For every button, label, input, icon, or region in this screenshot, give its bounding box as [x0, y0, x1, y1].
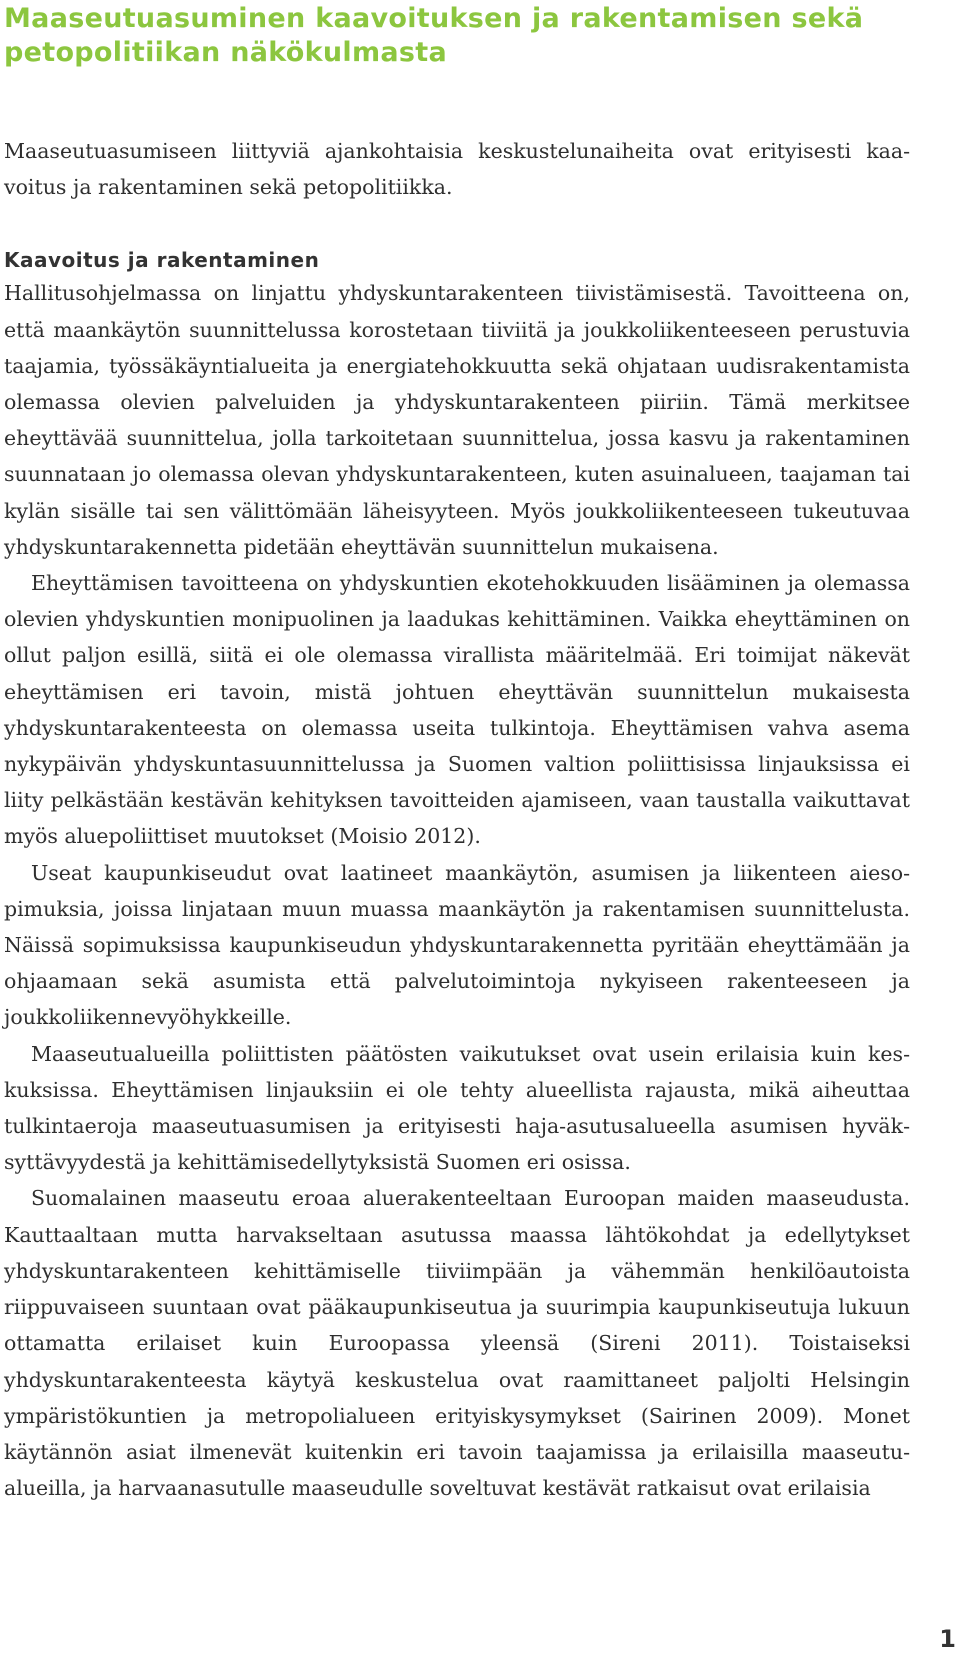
intro-paragraph: Maaseutuasumiseen liittyviä ajankohtaisia keskustelunaiheita ovat erityisesti kaavoitus ja rakentaminen sekä petopolitiikka.	[4, 139, 910, 200]
page-number: 1	[939, 1625, 956, 1653]
document-page	[4, 0, 910, 1506]
section-heading: Kaavoitus ja rakentaminen	[4, 248, 320, 273]
paragraph-3: Useat kaupunkiseudut ovat laatineet maankäytön, asumisen ja liikenteen aiesopimuksia, joissa linjataan muun muassa maankäytön ja rakentamisen suunnittelusta. Näissä sopimuksissa kaupunkiseudun yhdyskuntarakennetta pyritään eheyttämään ja ohjaamaan sekä asumista että palvelutoimintoja nykyiseen rakenteeseen ja joukkoliikennevyöhykkeille.	[4, 860, 910, 1030]
paragraph-1: Hallitusohjelmassa on linjattu yhdyskuntarakenteen tiivistämisestä. Tavoitteena on, että maankäytön suunnittelussa korostetaan tiiviitä ja joukkoliikenteeseen perustuvia taajamia, työssäkäyntialueita ja energiatehokkuutta sekä ohjataan uudisrakentamista olemassa olevien palveluiden ja yhdyskuntarakenteen piiriin. Tämä merkitsee eheyttävää suunnittelua, jolla tarkoitetaan suunnittelua, jossa kasvu ja rakentaminen suunnataan jo olemassa olevan yhdyskuntarakenteen, kuten asuinalueen, taajaman tai kylän sisälle tai sen välittömään läheisyyteen. Myös joukkoliikenteeseen tukeutuvaa yhdyskuntarakennetta pidetään eheyttävän suunnittelun mukaisena.	[4, 281, 910, 559]
paragraph-2: Eheyttämisen tavoitteena on yhdyskuntien ekotehokkuuden lisääminen ja olemassa olevien yhdyskuntien monipuolinen ja laadukas kehittäminen. Vaikka eheyttäminen on ollut paljon esillä, siitä ei ole olemassa virallista määritelmää. Eri toimijat näkevät eheyttämisen eri tavoin, mistä johtuen eheyttävän suunnittelun mukaisesta yhdyskuntarakenteesta on olemassa useita tulkintoja. Eheyttämisen vahva asema nykypäivän yhdyskuntasuunnittelussa ja Suomen valtion poliittisissa linjauksissa ei liity pelkästään kestävän kehityksen tavoitteiden ajamiseen, vaan taustalla vaikuttavat myös aluepoliittiset muutokset (Moisio 2012).	[4, 571, 910, 849]
section-body	[4, 275, 910, 1506]
paragraph-5: Suomalainen maaseutu eroaa aluerakenteeltaan Euroopan maiden maaseudusta. Kauttaaltaan mutta harvakseltaan asutussa maassa lähtökohdat ja edellytykset yhdyskuntarakenteen kehittämiselle tiiviimpään ja vähemmän henkilöautoista riippuvaiseen suuntaan ovat pääkaupunkiseutua ja suurimpia kaupunkiseutuja lukuun ottamatta erilaiset kuin Euroopassa yleensä (Sireni 2011). Toistaiseksi yhdyskuntarakenteesta käytyä keskustelua ovat raamittaneet paljolti Helsingin ympäristökuntien ja metropolialueen erityiskysymykset (Sairinen 2009). Monet käytännön asiat ilmenevät kuitenkin eri tavoin taajamissa ja erilaisilla maaseutualueilla, ja harvaanasutulle maaseudulle soveltuvat kestävät ratkaisut ovat erilaisia	[4, 1186, 910, 1501]
paragraph-4: Maaseutualueilla poliittisten päätösten vaikutukset ovat usein erilaisia kuin keskuksissa. Eheyttämisen linjauksiin ei ole tehty alueellista rajausta, mikä aiheuttaa tulkintaeroja maaseutuasumisen ja erityisesti haja-asutusalueella asumisen hyväksyttävyydestä ja kehittämisedellytyksistä Suomen eri osissa.	[4, 1041, 910, 1175]
page-title: Maaseutuasuminen kaavoituksen ja rakentamisen sekä petopolitiikan näkökulmasta	[4, 3, 864, 68]
